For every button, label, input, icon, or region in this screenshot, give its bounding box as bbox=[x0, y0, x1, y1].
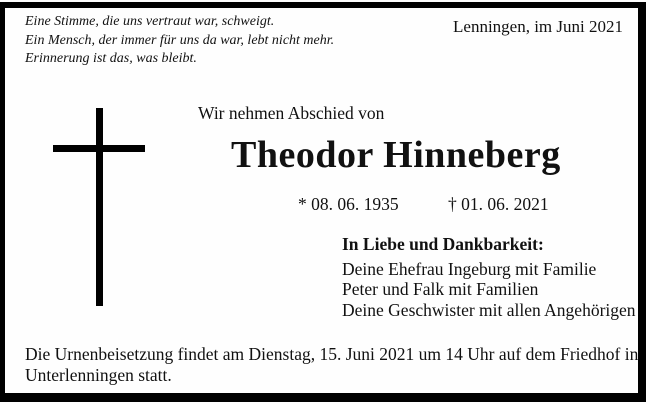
epigraph bbox=[25, 13, 334, 69]
farewell-intro: Wir nehmen Abschied von bbox=[198, 103, 385, 123]
mourners-list bbox=[342, 259, 636, 320]
epigraph-line: Ein Mensch, der immer für uns da war, lebt nicht mehr. bbox=[25, 32, 335, 48]
epigraph-line: Eine Stimme, die uns vertraut war, schweigt. bbox=[25, 14, 275, 29]
death-date: † 01. 06. 2021 bbox=[448, 194, 549, 214]
closing-heading: In Liebe und Dankbarkeit: bbox=[342, 234, 544, 254]
dateline: Lenningen, im Juni 2021 bbox=[453, 17, 623, 36]
cross-horizontal-bar bbox=[53, 145, 145, 152]
mourner-line: Deine Geschwister mit allen Angehörigen bbox=[342, 299, 636, 320]
birth-date: * 08. 06. 1935 bbox=[298, 194, 399, 214]
epigraph-line: Erinnerung ist das, was bleibt. bbox=[25, 51, 197, 66]
mourner-line: Deine Ehefrau Ingeburg mit Familie bbox=[342, 259, 597, 279]
cross-vertical-bar bbox=[96, 108, 103, 306]
mourner-line: Peter und Falk mit Familien bbox=[342, 279, 539, 300]
funeral-notice-line: Unterlenningen statt. bbox=[25, 364, 172, 385]
funeral-notice bbox=[25, 344, 638, 385]
deceased-name: Theodor Hinneberg bbox=[231, 134, 561, 176]
funeral-notice-line: Die Urnenbeisetzung findet am Dienstag, 15. Juni 2021 um 14 Uhr auf dem Friedhof in bbox=[25, 344, 639, 364]
